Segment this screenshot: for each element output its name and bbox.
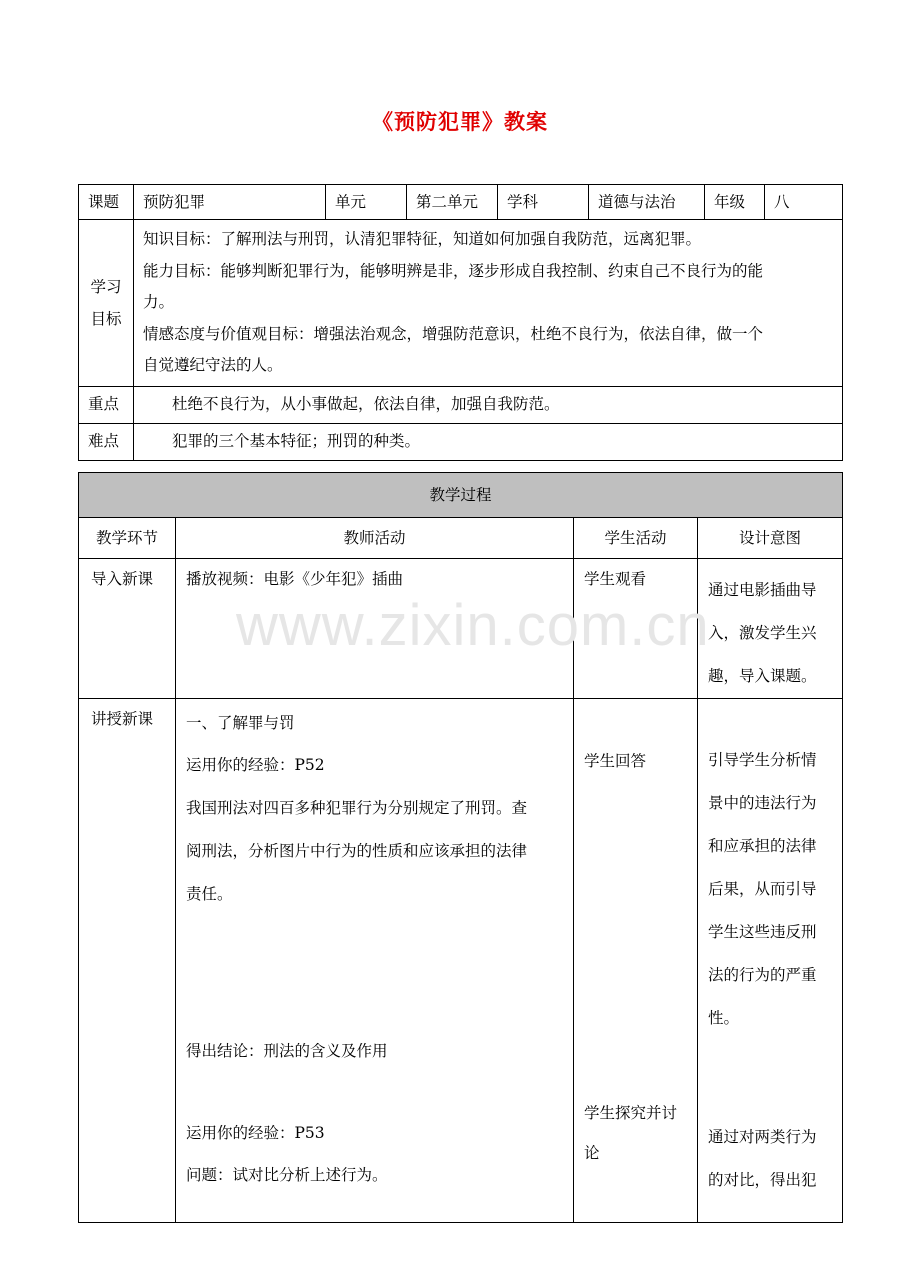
column-header-student: 学生活动 [574, 518, 698, 559]
ability-objective-line2: 力。 [143, 293, 175, 311]
experience-p53: 运用你的经验：P53 [186, 1124, 325, 1142]
main-student-activity [574, 699, 698, 1223]
grade-label: 年级 [705, 185, 765, 220]
conclusion: 得出结论：刑法的含义及作用 [186, 1042, 388, 1060]
intent1-line: 景中的违法行为 [708, 794, 817, 812]
intent1-line: 后果，从而引导 [708, 880, 817, 898]
intent1-line: 和应承担的法律 [708, 837, 817, 855]
intro-design-intent [698, 559, 843, 699]
subject-value: 道德与法治 [589, 185, 705, 220]
objectives-label-line1: 学习 [90, 277, 122, 296]
intent-block-2 [708, 1116, 838, 1202]
intro-intent-line: 趣，导入课题。 [708, 667, 817, 685]
experience-p52: 运用你的经验：P52 [186, 756, 325, 774]
lesson-info-table [78, 184, 843, 461]
intent1-line: 法的行为的严重 [708, 966, 817, 984]
intent1-line: 引导学生分析情 [708, 751, 817, 769]
column-header-teacher: 教师活动 [176, 518, 574, 559]
watermark: www.zixin.com.cn [236, 593, 710, 658]
ability-objective-line1: 能力目标：能够判断犯罪行为，能够明辨是非，逐步形成自我控制、约束自己不良行为的能 [143, 261, 764, 280]
difficult-point-text: 犯罪的三个基本特征；刑罚的种类。 [134, 423, 843, 460]
intro-student-activity: 学生观看 [574, 559, 698, 699]
difficult-point-label: 难点 [79, 423, 134, 460]
paragraph-line3: 责任。 [186, 885, 233, 903]
topic-value: 预防犯罪 [134, 185, 326, 220]
unit-label: 单元 [326, 185, 407, 220]
process-heading: 教学过程 [79, 473, 843, 518]
objectives-label [79, 220, 134, 387]
main-row [79, 699, 843, 1223]
intro-intent-line: 入，激发学生兴 [708, 624, 817, 642]
intro-row [79, 559, 843, 699]
page-title: 《预防犯罪》教案 [372, 109, 548, 134]
key-point-text: 杜绝不良行为，从小事做起，依法自律，加强自我防范。 [134, 386, 843, 423]
process-heading-row [79, 473, 843, 518]
student-discuss-line2: 论 [584, 1144, 600, 1162]
intro-teacher-activity: 播放视频：电影《少年犯》插曲 [176, 559, 574, 699]
intent1-line: 性。 [708, 1009, 740, 1027]
subject-label: 学科 [498, 185, 589, 220]
topic-label: 课题 [79, 185, 134, 220]
paragraph-line1: 我国刑法对四百多种犯罪行为分别规定了刑罚。查 [186, 799, 528, 817]
key-point-row [79, 386, 843, 423]
intent2-line: 通过对两类行为 [708, 1128, 817, 1146]
knowledge-objective: 知识目标：了解刑法与刑罚，认清犯罪特征，知道如何加强自我防范，远离犯罪。 [143, 230, 702, 248]
column-header-phase: 教学环节 [79, 518, 176, 559]
intent-block-1 [708, 739, 838, 1040]
intent2-line: 的对比，得出犯 [708, 1171, 817, 1189]
unit-value: 第二单元 [407, 185, 498, 220]
main-teacher-activity [176, 699, 574, 1223]
main-design-intent [698, 699, 843, 1223]
emotion-objective-line2: 自觉遵纪守法的人。 [143, 356, 283, 374]
column-header-row [79, 518, 843, 559]
intent1-line: 学生这些违反刑 [708, 923, 817, 941]
difficult-point-row [79, 423, 843, 460]
grade-value: 八 [765, 185, 843, 220]
objectives-cell [134, 220, 843, 387]
main-phase: 讲授新课 [79, 699, 176, 1223]
student-answer: 学生回答 [584, 752, 647, 770]
student-discuss-line1: 学生探究并讨 [584, 1104, 678, 1122]
objectives-label-line2: 目标 [90, 309, 122, 328]
question: 问题：试对比分析上述行为。 [186, 1166, 388, 1184]
process-table [78, 472, 843, 1223]
info-row [79, 185, 843, 220]
objectives-row [79, 220, 843, 387]
paragraph-line2: 阅刑法，分析图片中行为的性质和应该承担的法律 [186, 842, 528, 860]
column-header-intent: 设计意图 [698, 518, 843, 559]
intro-intent-line: 通过电影插曲导 [708, 581, 817, 599]
section-heading: 一、了解罪与罚 [186, 714, 295, 732]
key-point-label: 重点 [79, 386, 134, 423]
emotion-objective-line1: 情感态度与价值观目标：增强法治观念，增强防范意识，杜绝不良行为，依法自律，做一个 [143, 324, 764, 343]
intro-phase: 导入新课 [79, 559, 176, 699]
